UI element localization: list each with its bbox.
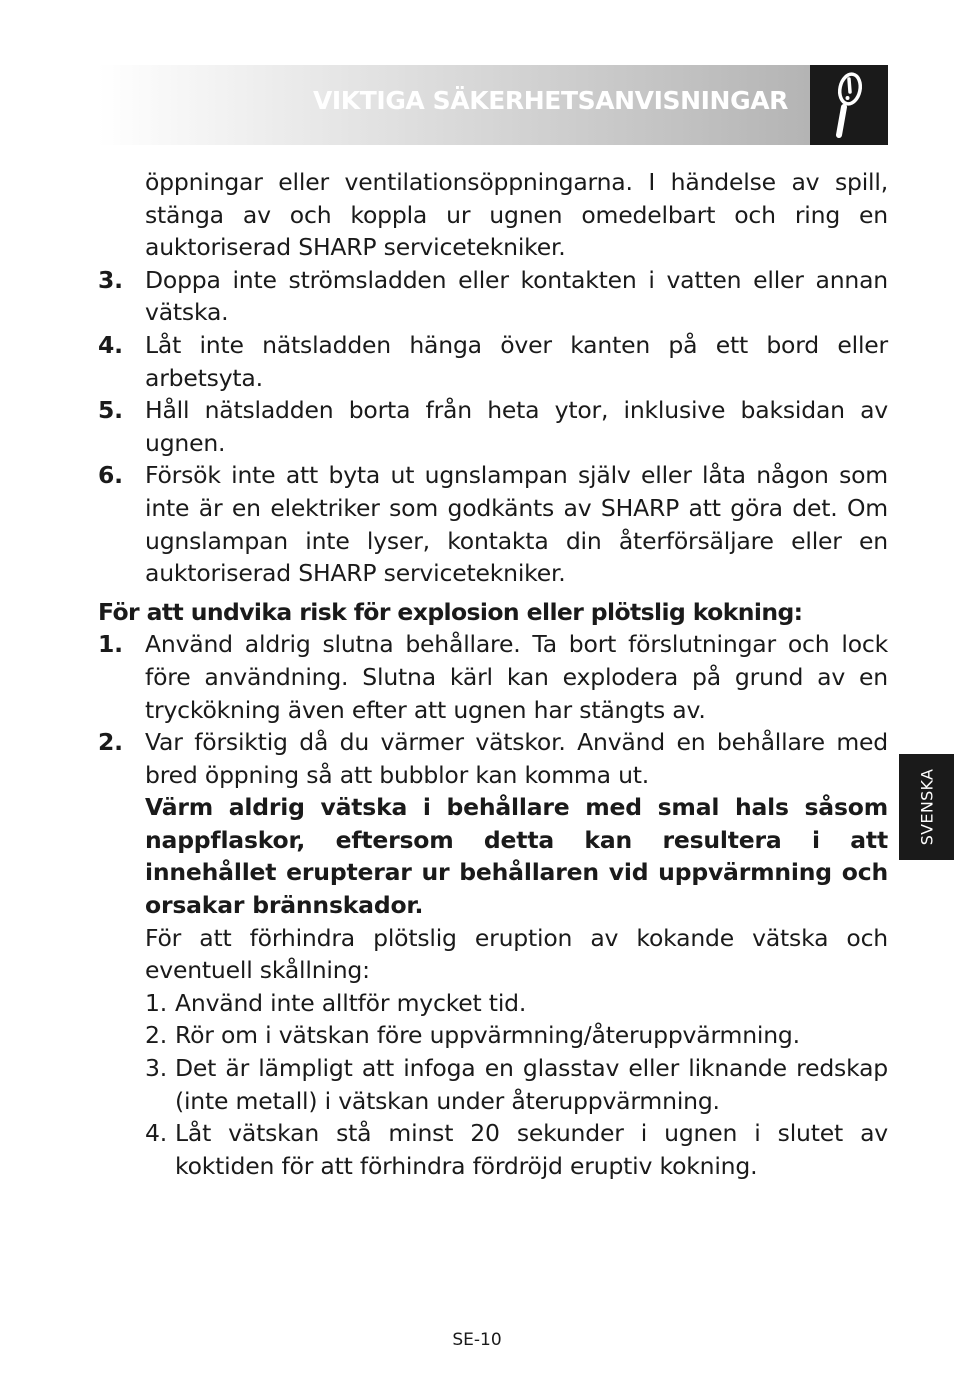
page-number: SE-10 xyxy=(452,1330,502,1350)
sub-item-number: 4. xyxy=(145,1119,168,1148)
language-tab xyxy=(899,754,954,860)
sub-list-item xyxy=(98,1117,888,1182)
intro-paragraph: öppningar eller ventilationsöppningarna. I händelse av spill, stänga av och koppla ur ugnen omedelbart och ring en auktoriserad SHARP servicetekniker. xyxy=(145,168,888,262)
item-text: Använd aldrig slutna behållare. Ta bort förslutningar och lock före användning. Slutna kärl kan explodera på grund av en tryckökning även efter att ugnen har stängts av. xyxy=(145,630,888,724)
sub-item-number: 2. xyxy=(145,1021,168,1050)
exclamation-magnifier-icon xyxy=(810,65,888,145)
item-number: 4. xyxy=(98,330,123,359)
main-content xyxy=(98,166,888,1182)
item-text: Håll nätsladden borta från heta ytor, inklusive baksidan av ugnen. xyxy=(145,396,888,457)
item-number: 3. xyxy=(98,265,123,294)
language-label: SVENSKA xyxy=(917,768,936,846)
list-item xyxy=(98,264,888,329)
item-number: 2. xyxy=(98,728,123,757)
sub-item-text: Låt vätskan stå minst 20 sekunder i ugnen i slutet av koktiden för att förhindra fördröjd eruptiv kokning. xyxy=(175,1119,888,1180)
section-title: VIKTIGA SÄKERHETSANVISNINGAR xyxy=(312,86,788,115)
sub-list-item xyxy=(98,1019,888,1052)
list-item xyxy=(98,394,888,459)
item-text: Doppa inte strömsladden eller kontakten i vatten eller annan vätska. xyxy=(145,265,888,327)
section-header-bar xyxy=(98,65,810,145)
item-number: 5. xyxy=(98,396,123,425)
sub-list-item xyxy=(98,1052,888,1117)
warning-text: Värm aldrig vätska i behållare med smal hals såsom nappflaskor, eftersom detta kan resultera i att innehållet erupterar ur behållaren vid uppvärmning och orsakar brännskador. xyxy=(145,793,888,920)
list-item xyxy=(98,329,888,394)
sub-item-text: Använd inte alltför mycket tid. xyxy=(175,988,527,1017)
sub-item-number: 1. xyxy=(145,988,168,1017)
sub-item-text: Rör om i vätskan före uppvärmning/återuppvärmning. xyxy=(175,1021,800,1050)
sub-item-number: 3. xyxy=(145,1054,168,1083)
prevent-intro: För att förhindra plötslig eruption av kokande vätska och eventuell skållning: xyxy=(145,923,888,985)
item-number: 1. xyxy=(98,630,123,659)
item-text: Försök inte att byta ut ugnslampan själv eller låta någon som inte är en elektriker som godkänts av SHARP att göra det. Om ugnslampan inte lyser, kontakta din återförsäljare eller en auktoriserad SHARP servicetekniker. xyxy=(145,461,888,588)
sub-item-text: Det är lämpligt att infoga en glasstav eller liknande redskap (inte metall) i vätskan under återuppvärmning. xyxy=(175,1054,888,1115)
item-number: 6. xyxy=(98,461,123,490)
list-item xyxy=(98,628,888,726)
list-item xyxy=(98,726,888,791)
sub-list-item xyxy=(98,987,888,1020)
section-heading: För att undvika risk för explosion eller plötslig kokning: xyxy=(98,597,803,626)
warning-icon-box xyxy=(810,65,888,145)
item-text: Låt inte nätsladden hänga över kanten på ett bord eller arbetsyta. xyxy=(145,330,888,392)
list-item xyxy=(98,459,888,589)
item-text: Var försiktig då du värmer vätskor. Använd en behållare med bred öppning så att bubblor kan komma ut. xyxy=(145,728,888,789)
